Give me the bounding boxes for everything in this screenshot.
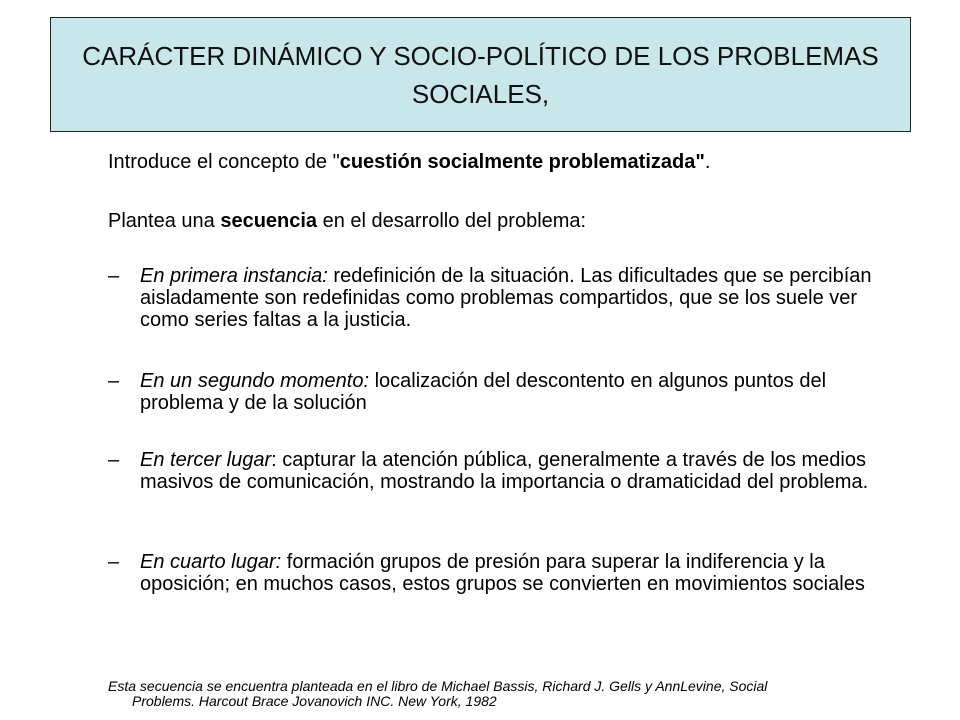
sequence-bold-term: secuencia	[220, 210, 318, 232]
bullet-body: : capturar la atención pública, generalmente a través de los medios masivos de comunicación, mostrando la importancia o dramaticidad del problema.	[140, 449, 869, 493]
bullet-item	[108, 449, 898, 493]
bullet-dash: –	[108, 449, 120, 471]
bullet-dash: –	[108, 370, 120, 392]
sequence-text: Plantea una	[108, 210, 221, 232]
bullet-text	[140, 265, 898, 331]
bullet-text	[140, 449, 898, 493]
bullet-item	[108, 265, 898, 331]
footnote-line-2: Problems. Harcout Brace Jovanovich INC. New York, 1982	[132, 693, 497, 709]
bullet-text	[140, 370, 898, 414]
bullet-body: localización del descontento en algunos puntos del problema y de la solución	[140, 370, 827, 414]
footnote	[108, 679, 898, 709]
bullet-lead: En cuarto lugar:	[140, 551, 282, 573]
intro-bold-term: cuestión socialmente problematizada"	[339, 151, 705, 173]
sequence-end: en el desarrollo del problema:	[317, 210, 587, 232]
bullet-item	[108, 551, 898, 595]
intro-paragraph	[108, 150, 710, 174]
bullet-body: redefinición de la situación. Las dificultades que se percibían aisladamente son redefinidas como problemas compartidos, que se los suele ver como series faltas a la justicia.	[140, 265, 872, 331]
bullet-item	[108, 370, 898, 414]
bullet-dash: –	[108, 551, 120, 573]
title-box	[50, 17, 911, 132]
intro-end: .	[704, 151, 711, 173]
slide-title: CARÁCTER DINÁMICO Y SOCIO-POLÍTICO DE LOS PROBLEMAS SOCIALES,	[82, 40, 879, 109]
sequence-paragraph	[108, 209, 586, 233]
bullet-body: formación grupos de presión para superar la indiferencia y la oposición; en muchos casos, estos grupos se convierten en movimientos sociales	[140, 551, 865, 595]
intro-text: Introduce el concepto de "	[108, 151, 340, 173]
bullet-lead: En un segundo momento:	[140, 370, 370, 392]
bullet-lead: En tercer lugar	[140, 449, 272, 471]
bullet-lead: En primera instancia:	[140, 265, 328, 287]
bullet-dash: –	[108, 265, 120, 287]
bullet-text	[140, 551, 898, 595]
footnote-line-1: Esta secuencia se encuentra planteada en el libro de Michael Bassis, Richard J. Gells y AnnLevine, Social	[108, 678, 768, 694]
